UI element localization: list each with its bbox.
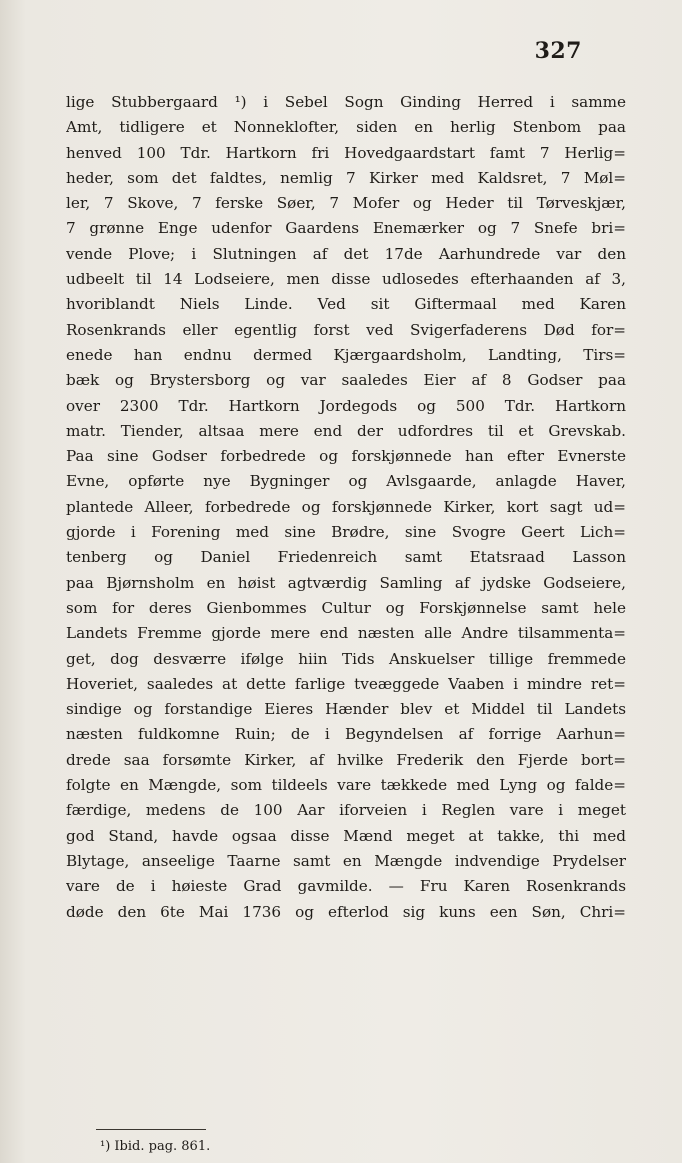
text-line: 7 grønne Enge udenfor Gaardens Enemærker og 7 Snefe bri=: [66, 219, 626, 238]
text-line: lige Stubbergaard ¹) i Sebel Sogn Ginding Herred i samme: [66, 93, 626, 111]
text-line: som for deres Gienbommes Cultur og Forskjønnelse samt hele: [66, 598, 626, 617]
text-line: Evne, opførte nye Bygninger og Avlsgaarde, anlagde Haver,: [66, 472, 626, 491]
text-line: gjorde i Forening med sine Brødre, sine Svogre Geert Lich=: [66, 523, 626, 542]
text-line: plantede Alleer, forbedrede og forskjønnede Kirker, kort sagt ud=: [66, 497, 626, 516]
text-line: Amt, tidligere et Nonneklofter, siden en herlig Stenbom paa: [66, 118, 626, 137]
text-line: tenberg og Daniel Friedenreich samt Etatsraad Lasson: [66, 548, 626, 567]
text-line: heder, som det faldtes, nemlig 7 Kirker med Kaldsret, 7 Møl=: [66, 168, 626, 187]
text-line: Rosenkrands eller egentlig forst ved Svigerfaderens Død for=: [66, 320, 626, 339]
text-line: god Stand, havde ogsaa disse Mænd meget at takke, thi med: [66, 826, 626, 845]
text-line: bæk og Brystersborg og var saaledes Eier af 8 Godser paa: [66, 371, 626, 390]
text-line: ler, 7 Skove, 7 ferske Søer, 7 Mofer og Heder til Tørveskjær,: [66, 194, 626, 213]
text-line: Landets Fremme gjorde mere end næsten alle Andre tilsammenta=: [66, 624, 626, 643]
text-line: get, dog desværre ifølge hiin Tids Anskuelser tillige fremmede: [66, 649, 626, 668]
footnote: ¹) Ibid. pag. 861.: [100, 1139, 211, 1154]
text-line: folgte en Mængde, som tildeels vare tækkede med Lyng og falde=: [66, 776, 626, 795]
text-line: henved 100 Tdr. Hartkorn fri Hovedgaardstart famt 7 Herlig=: [66, 143, 626, 162]
text-line: drede saa forsømte Kirker, af hvilke Frederik den Fjerde bort=: [66, 750, 626, 769]
page-number: 327: [534, 38, 582, 64]
text-line: færdige, medens de 100 Aar iforveien i Reglen vare i meget: [66, 801, 626, 820]
text-line: hvoriblandt Niels Linde. Ved sit Giftermaal med Karen: [66, 295, 626, 314]
text-line: matr. Tiender, altsaa mere end der udfordres til et Grevskab.: [66, 421, 626, 440]
text-line: næsten fuldkomne Ruin; de i Begyndelsen af forrige Aarhun=: [66, 725, 626, 744]
text-line: Blytage, anseelige Taarne samt en Mængde indvendige Prydelser: [66, 851, 626, 870]
body-text: [66, 90, 626, 925]
text-line: Paa sine Godser forbedrede og forskjønnede han efter Evnerste: [66, 447, 626, 466]
text-line: paa Bjørnsholm en høist agtværdig Samling af jydske Godseiere,: [66, 573, 626, 592]
text-line: vende Plove; i Slutningen af det 17de Aarhundrede var den: [66, 244, 626, 263]
footnote-rule: [96, 1129, 206, 1130]
text-line: udbeelt til 14 Lodseiere, men disse udlosedes efterhaanden af 3,: [66, 270, 626, 289]
text-line: Hoveriet, saaledes at dette farlige tveæggede Vaaben i mindre ret=: [66, 674, 626, 693]
text-line: vare de i høieste Grad gavmilde. — Fru Karen Rosenkrands: [66, 877, 626, 896]
text-line: over 2300 Tdr. Hartkorn Jordegods og 500 Tdr. Hartkorn: [66, 396, 626, 415]
text-line: sindige og forstandige Eieres Hænder blev et Middel til Landets: [66, 700, 626, 719]
text-line: enede han endnu dermed Kjærgaardsholm, Landting, Tirs=: [66, 345, 626, 364]
text-line: døde den 6te Mai 1736 og efterlod sig kuns een Søn, Chri=: [66, 902, 626, 921]
